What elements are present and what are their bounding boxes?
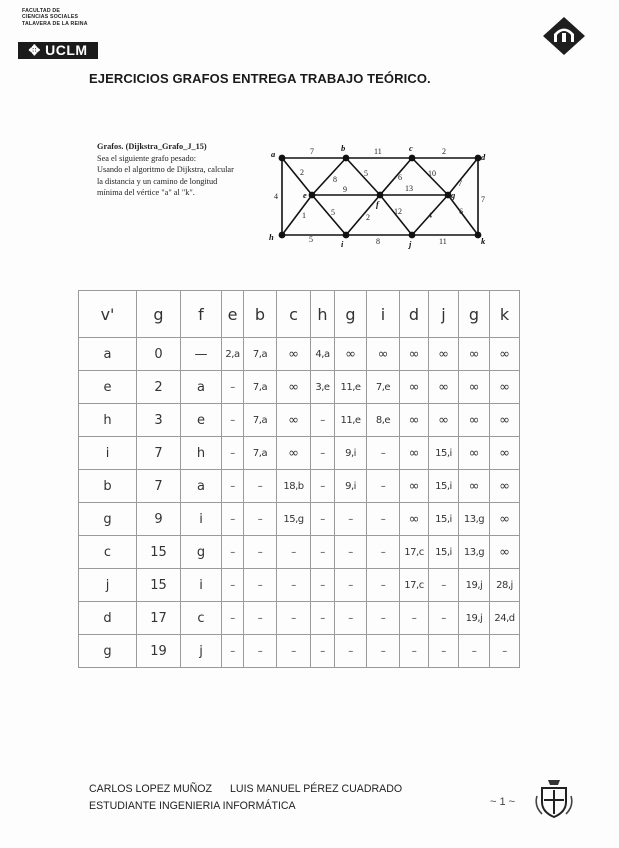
table-cell: –: [335, 569, 367, 602]
table-cell: e: [181, 404, 222, 437]
table-cell: ∞: [490, 338, 520, 371]
problem-statement: [97, 141, 272, 199]
page-title: EJERCICIOS GRAFOS ENTREGA TRABAJO TEÓRICO.: [89, 71, 431, 86]
table-cell: ∞: [277, 371, 311, 404]
table-cell: –: [244, 569, 277, 602]
table-cell: 17: [137, 602, 181, 635]
edge-weight: 4: [274, 192, 278, 201]
table-cell: ∞: [490, 470, 520, 503]
table-header: g: [335, 291, 367, 338]
table-cell: –: [222, 437, 244, 470]
table-cell: –: [277, 569, 311, 602]
edge-weight: 7: [458, 179, 462, 188]
dijkstra-table: [78, 290, 520, 668]
weighted-graph: [262, 140, 502, 250]
table-cell: 15: [137, 536, 181, 569]
crest-icon: [534, 776, 574, 820]
page-number: ~ 1 ~: [490, 796, 516, 808]
table-cell: ∞: [400, 404, 429, 437]
author-name: CARLOS LOPEZ MUÑOZ: [89, 783, 213, 795]
table-cell: –: [222, 602, 244, 635]
table-cell: ∞: [400, 503, 429, 536]
table-cell: –: [400, 602, 429, 635]
table-cell: ∞: [459, 338, 490, 371]
table-row: [79, 602, 520, 635]
table-row: [79, 503, 520, 536]
table-cell: –: [277, 635, 311, 668]
vertex-label: j: [409, 239, 412, 249]
table-row: [79, 371, 520, 404]
table-row: [79, 437, 520, 470]
table-cell: h: [181, 437, 222, 470]
edge-weight: 8: [333, 175, 337, 184]
table-header: j: [429, 291, 459, 338]
table-cell: ∞: [429, 404, 459, 437]
table-cell: –: [244, 470, 277, 503]
table-cell: –: [429, 602, 459, 635]
table-cell: –: [244, 503, 277, 536]
edge-weight: 13: [405, 184, 413, 193]
table-cell: ∞: [490, 536, 520, 569]
table-cell: —: [181, 338, 222, 371]
vertex-label: h: [269, 232, 274, 242]
table-cell: –: [277, 536, 311, 569]
table-row: [79, 536, 520, 569]
table-cell: 7: [137, 437, 181, 470]
table-cell: g: [181, 536, 222, 569]
table-cell: –: [311, 635, 335, 668]
table-cell: 2: [137, 371, 181, 404]
table-cell: g: [79, 635, 137, 668]
author-name: LUIS MANUEL PÉREZ CUADRADO: [230, 783, 403, 795]
table-cell: –: [335, 635, 367, 668]
table-cell: a: [181, 470, 222, 503]
table-cell: 7,a: [244, 371, 277, 404]
edge-weight: 7: [310, 147, 314, 156]
table-row: [79, 404, 520, 437]
table-cell: –: [367, 503, 400, 536]
vertex-label: c: [409, 143, 413, 153]
edge-weight: 11: [439, 237, 447, 246]
table-cell: 28,j: [490, 569, 520, 602]
table-row: [79, 635, 520, 668]
table-cell: –: [222, 470, 244, 503]
table-header: e: [222, 291, 244, 338]
edge-weight: 2: [366, 213, 370, 222]
table-cell: i: [79, 437, 137, 470]
logo-brand: UCLM: [45, 42, 88, 58]
table-cell: 15: [137, 569, 181, 602]
table-cell: i: [181, 503, 222, 536]
table-header-row: [79, 291, 520, 338]
edge-weight: 2: [300, 168, 304, 177]
table-cell: c: [181, 602, 222, 635]
edge-weight: 9: [343, 185, 347, 194]
table-cell: j: [79, 569, 137, 602]
edge-weight: 2: [442, 147, 446, 156]
table-cell: 3: [137, 404, 181, 437]
table-cell: 15,i: [429, 470, 459, 503]
table-cell: 24,d: [490, 602, 520, 635]
problem-line: mínima del vértice "a" al "k".: [97, 188, 195, 198]
table-cell: 9,i: [335, 470, 367, 503]
table-cell: 3,e: [311, 371, 335, 404]
table-cell: 8,e: [367, 404, 400, 437]
table-header: g: [459, 291, 490, 338]
table-header: d: [400, 291, 429, 338]
table-cell: g: [79, 503, 137, 536]
table-row: [79, 470, 520, 503]
table-cell: –: [429, 635, 459, 668]
table-cell: –: [311, 602, 335, 635]
table-cell: 9: [137, 503, 181, 536]
table-cell: –: [459, 635, 490, 668]
table-cell: ∞: [367, 338, 400, 371]
table-cell: –: [222, 635, 244, 668]
edge-weight: 5: [309, 235, 313, 244]
table-cell: –: [244, 635, 277, 668]
logo-band: [18, 42, 98, 59]
edge-weight: 6: [459, 207, 463, 216]
table-cell: –: [367, 635, 400, 668]
table-cell: –: [222, 503, 244, 536]
table-cell: ∞: [400, 470, 429, 503]
table-row: [79, 569, 520, 602]
table-cell: 17,c: [400, 536, 429, 569]
vertex-label: b: [341, 143, 346, 153]
table-cell: 15,i: [429, 536, 459, 569]
table-cell: ∞: [490, 371, 520, 404]
table-cell: –: [335, 536, 367, 569]
table-cell: 15,i: [429, 437, 459, 470]
table-cell: 15,g: [277, 503, 311, 536]
table-cell: 11,e: [335, 371, 367, 404]
table-cell: h: [79, 404, 137, 437]
vertex-label: e: [303, 190, 307, 200]
edge-weight: 11: [374, 147, 382, 156]
table-cell: 11,e: [335, 404, 367, 437]
table-cell: –: [222, 404, 244, 437]
table-cell: –: [429, 569, 459, 602]
table-cell: 19: [137, 635, 181, 668]
table-cell: –: [367, 536, 400, 569]
table-cell: ∞: [459, 437, 490, 470]
table-cell: ∞: [277, 338, 311, 371]
table-cell: 4,a: [311, 338, 335, 371]
table-cell: –: [367, 602, 400, 635]
table-cell: ∞: [400, 437, 429, 470]
table-cell: 9,i: [335, 437, 367, 470]
table-cell: ∞: [490, 503, 520, 536]
table-header: k: [490, 291, 520, 338]
table-header: v': [79, 291, 137, 338]
table-cell: –: [222, 371, 244, 404]
table-cell: ∞: [335, 338, 367, 371]
table-cell: –: [311, 536, 335, 569]
table-cell: 18,b: [277, 470, 311, 503]
table-cell: –: [244, 536, 277, 569]
table-cell: 7,a: [244, 437, 277, 470]
table-header: b: [244, 291, 277, 338]
table-cell: ∞: [400, 338, 429, 371]
table-cell: ∞: [490, 404, 520, 437]
table-cell: 7,e: [367, 371, 400, 404]
table-cell: ∞: [459, 470, 490, 503]
table-cell: 7,a: [244, 338, 277, 371]
table-cell: 7,a: [244, 404, 277, 437]
table-cell: d: [79, 602, 137, 635]
logo-line-2: CIENCIAS SOCIALES: [22, 14, 79, 21]
table-cell: a: [181, 371, 222, 404]
uclm-emblem-icon: ✥: [28, 42, 41, 58]
table-cell: b: [79, 470, 137, 503]
problem-line: la distancia y un camino de longitud: [97, 176, 218, 186]
table-cell: –: [222, 569, 244, 602]
vertex-label: k: [481, 236, 486, 246]
logo-line-1: FACULTAD DE: [22, 8, 61, 14]
table-cell: –: [367, 470, 400, 503]
table-cell: ∞: [429, 371, 459, 404]
table-cell: j: [181, 635, 222, 668]
logo-line-3: TALAVERA DE LA REINA: [22, 20, 88, 27]
table-cell: –: [311, 437, 335, 470]
table-cell: 17,c: [400, 569, 429, 602]
degree-line: ESTUDIANTE INGENIERIA INFORMÁTICA: [89, 800, 296, 812]
table-cell: 19,j: [459, 602, 490, 635]
faculty-logo: [18, 6, 98, 58]
table-header: i: [367, 291, 400, 338]
edge-weight: 12: [394, 207, 402, 216]
edge-weight: 5: [331, 208, 335, 217]
table-cell: –: [490, 635, 520, 668]
table-header: c: [277, 291, 311, 338]
table-header: f: [181, 291, 222, 338]
edge-weight: 6: [398, 173, 402, 182]
table-cell: ∞: [490, 437, 520, 470]
table-cell: ∞: [459, 404, 490, 437]
table-cell: –: [311, 470, 335, 503]
edge-weight: 8: [376, 237, 380, 246]
table-cell: ∞: [400, 371, 429, 404]
table-cell: 7: [137, 470, 181, 503]
table-cell: –: [244, 602, 277, 635]
table-cell: –: [367, 569, 400, 602]
vertex-label: f: [376, 199, 379, 209]
table-cell: ∞: [459, 371, 490, 404]
table-cell: 2,a: [222, 338, 244, 371]
table-cell: ∞: [277, 404, 311, 437]
table-cell: a: [79, 338, 137, 371]
table-cell: –: [311, 404, 335, 437]
table-row: [79, 338, 520, 371]
table-cell: –: [311, 569, 335, 602]
table-cell: 13,g: [459, 536, 490, 569]
table-cell: –: [277, 602, 311, 635]
table-cell: i: [181, 569, 222, 602]
vertex-label: a: [271, 149, 276, 159]
table-cell: ∞: [429, 338, 459, 371]
vertex-label: d: [481, 152, 486, 162]
table-cell: –: [222, 536, 244, 569]
table-cell: 19,j: [459, 569, 490, 602]
table-cell: –: [400, 635, 429, 668]
table-header: h: [311, 291, 335, 338]
problem-heading: Grafos. (Dijkstra_Grafo_J_15): [97, 142, 207, 151]
table-cell: –: [311, 503, 335, 536]
table-cell: c: [79, 536, 137, 569]
table-cell: ∞: [277, 437, 311, 470]
edge-weight: 1: [302, 211, 306, 220]
vertex-label: i: [341, 239, 344, 249]
table-cell: 13,g: [459, 503, 490, 536]
footer: [89, 781, 420, 815]
edge-weight: 10: [428, 169, 436, 178]
university-emblem-icon: [541, 16, 587, 56]
table-cell: –: [367, 437, 400, 470]
table-cell: –: [335, 602, 367, 635]
table-cell: e: [79, 371, 137, 404]
table-cell: 15,i: [429, 503, 459, 536]
edge-weight: 7: [481, 195, 485, 204]
edge-weight: 4: [428, 211, 432, 220]
table-header: g: [137, 291, 181, 338]
problem-line: Usando el algoritmo de Dijkstra, calcular: [97, 165, 234, 175]
vertex-label: g: [451, 190, 456, 200]
problem-line: Sea el siguiente grafo pesado:: [97, 153, 197, 163]
table-cell: 0: [137, 338, 181, 371]
table-cell: –: [335, 503, 367, 536]
edge-weight: 5: [364, 169, 368, 178]
